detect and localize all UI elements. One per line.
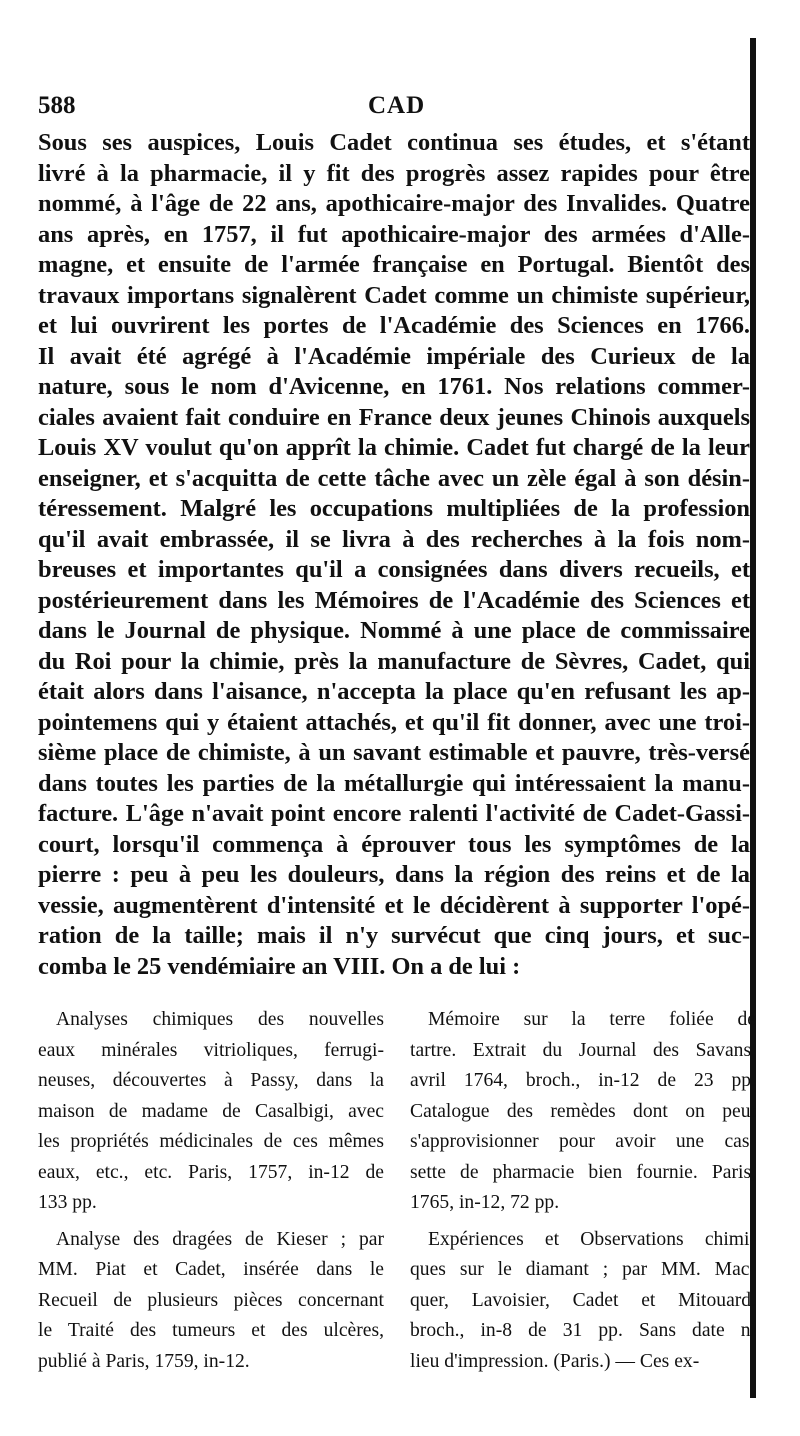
body-line: ration de la taille; mais il n'y survécut que cinq jours, et suc-: [38, 922, 750, 949]
bibliography-line: Recueil de plusieurs pièces concernant: [38, 1289, 384, 1311]
bibliography-line: Catalogue des remèdes dont on peut: [410, 1100, 756, 1122]
body-line: travaux importans signalèrent Cadet comme un chimiste supérieur,: [38, 281, 750, 309]
page-number: 588: [38, 92, 76, 119]
bibliography-line: eaux minérales vitrioliques, ferrugi-: [38, 1039, 384, 1061]
biography-text: [38, 128, 750, 982]
body-line: qu'il avait embrassée, il se livra à des recherches à la fois nom-: [38, 525, 750, 553]
body-line: et lui ouvrirent les portes de l'Académie des Sciences en 1766.: [38, 312, 750, 339]
bibliography-entry: [38, 1225, 384, 1378]
body-line: Il avait été agrégé à l'Académie impériale des Curieux de la: [38, 342, 750, 370]
body-line: dans le Journal de physique. Nommé à une place de commissaire: [38, 617, 750, 644]
bibliography-line: publié à Paris, 1759, in-12.: [38, 1350, 250, 1372]
running-head: CAD: [368, 92, 426, 119]
page-header: [38, 92, 738, 124]
body-line: magne, et ensuite de l'armée française en Portugal. Bientôt des: [38, 251, 750, 278]
body-line: ans après, en 1757, il fut apothicaire-major des armées d'Alle-: [38, 220, 750, 248]
bibliography-line: ques sur le diamant ; par MM. Mac-: [410, 1259, 756, 1280]
bibliography-line: eaux, etc., etc. Paris, 1757, in-12 de: [38, 1161, 384, 1183]
bibliography-line: tartre. Extrait du Journal des Savans,: [410, 1039, 756, 1061]
bibliography-entry: [410, 1005, 756, 1219]
body-line: pointemens qui y étaient attachés, et qu'il fit donner, avec une troi-: [38, 708, 750, 736]
bibliography-line: les propriétés médicinales de ces mêmes: [38, 1131, 384, 1152]
bibliography-line: Analyses chimiques des nouvelles: [56, 1009, 384, 1030]
bibliography-line: quer, Lavoisier, Cadet et Mitouard.: [410, 1289, 756, 1311]
body-line: facture. L'âge n'avait point encore ralenti l'activité de Cadet-Gassi-: [38, 800, 750, 827]
bibliography-line: avril 1764, broch., in-12 de 23 pp.: [410, 1070, 756, 1091]
body-line: pierre : peu à peu les douleurs, dans la région des reins et de la: [38, 861, 750, 888]
body-line: sième place de chimiste, à un savant estimable et pauvre, très-versé: [38, 739, 750, 766]
bibliography-line: maison de madame de Casalbigi, avec: [38, 1100, 384, 1122]
bibliography-columns: [38, 1005, 756, 1372]
body-line: vessie, augmentèrent d'intensité et le décidèrent à supporter l'opé-: [38, 891, 750, 919]
body-line: livré à la pharmacie, il y fit des progrès assez rapides pour être: [38, 159, 750, 187]
bibliography-line: lieu d'impression. (Paris.) — Ces ex-: [410, 1350, 700, 1372]
bibliography-line: Expériences et Observations chimi-: [428, 1228, 756, 1250]
bibliography-entry: [38, 1005, 384, 1219]
body-line: nature, sous le nom d'Avicenne, en 1761. Nos relations commer-: [38, 373, 750, 400]
bibliography-line: le Traité des tumeurs et des ulcères,: [38, 1320, 384, 1341]
body-line: enseigner, et s'acquitta de cette tâche avec un zèle égal à son désin-: [38, 464, 750, 492]
body-line: dans toutes les parties de la métallurgie qui intéressaient la manu-: [38, 769, 750, 797]
bibliography-line: MM. Piat et Cadet, insérée dans le: [38, 1259, 384, 1280]
body-line: était alors dans l'aisance, n'accepta la place qu'en refusant les ap-: [38, 678, 750, 705]
bibliography-entry: [410, 1225, 756, 1378]
bibliography-line: 133 pp.: [38, 1192, 97, 1213]
bibliography-line: sette de pharmacie bien fournie. Paris,: [410, 1161, 756, 1183]
bibliography-right-column: [410, 1005, 756, 1383]
body-line: nommé, à l'âge de 22 ans, apothicaire-major des Invalides. Quatre: [38, 190, 750, 217]
body-line: breuses et importantes qu'il a consignées dans divers recueils, et: [38, 556, 750, 583]
bibliography-line: Mémoire sur la terre foliée de: [428, 1009, 756, 1030]
body-line: postérieurement dans les Mémoires de l'Académie des Sciences et: [38, 586, 750, 614]
body-line: Sous ses auspices, Louis Cadet continua ses études, et s'étant: [38, 129, 750, 156]
body-line: téressement. Malgré les occupations multipliées de la profession: [38, 495, 750, 522]
bibliography-left-column: [38, 1005, 384, 1383]
bibliography-line: broch., in-8 de 31 pp. Sans date ni: [410, 1320, 756, 1341]
bibliography-line: Analyse des dragées de Kieser ; par: [56, 1228, 384, 1250]
body-line: comba le 25 vendémiaire an VIII. On a de lui :: [38, 952, 521, 980]
body-line: du Roi pour la chimie, près la manufacture de Sèvres, Cadet, qui: [38, 647, 750, 675]
bibliography-line: neuses, découvertes à Passy, dans la: [38, 1070, 384, 1091]
bibliography-line: 1765, in-12, 72 pp.: [410, 1192, 560, 1213]
body-line: Louis XV voulut qu'on apprît la chimie. Cadet fut chargé de la leur: [38, 434, 750, 461]
body-line: ciales avaient fait conduire en France deux jeunes Chinois auxquels: [38, 403, 750, 431]
body-line: court, lorsqu'il commença à éprouver tous les symptômes de la: [38, 830, 750, 858]
bibliography-line: s'approvisionner pour avoir une cas-: [410, 1131, 756, 1152]
